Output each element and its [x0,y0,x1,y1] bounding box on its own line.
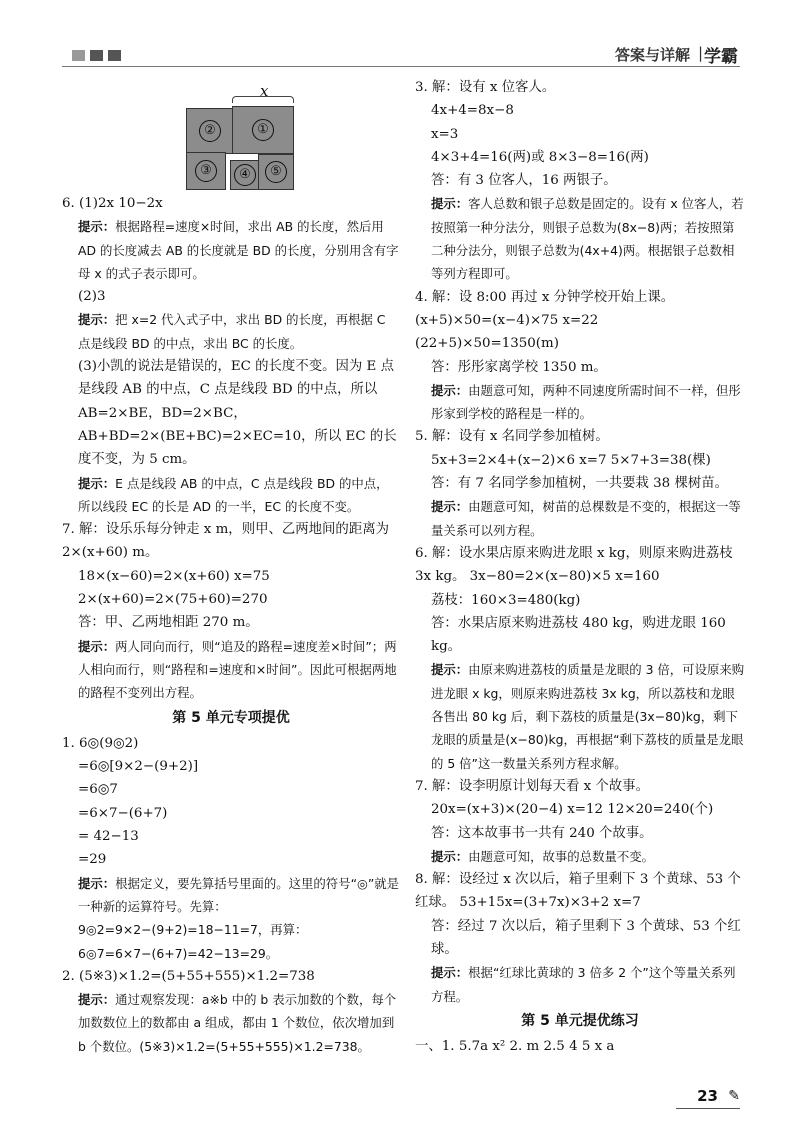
q3-equation: 4x+4=8x−8 [431,103,514,119]
s1-q1-line5: = 42−13 [78,829,139,845]
s1-q1-tip: 提示：根据定义，要先算括号里面的。这里的符号“◎”就是一种新的运算符号。先算：9◎2=9×2−(9+2)=18−11=7，再算：6◎7=6×7−(6+7)=42−13=29。 [78,875,400,961]
q3-result: x=3 [431,126,459,142]
q7-tip: 提示：两人同向而行，则“追及的路程=速度差×时间”；两人相向而行，则“路程和=速度和×时间”。因此可根据两地的路程不变列出方程。 [78,638,397,701]
q3-tip: 提示：客人总数和银子总数是固定的。设有 x 位客人，若按照第一种分法分，则银子总数为(8x−8)两；若按照第二种分法分，则银子总数为(4x+4)两。根据银子总数相等列方程即可。 [431,196,744,282]
right-column [415,76,745,1058]
q6-part1: 6. (1)2x 10−2x [62,196,163,211]
s1-q1-line1: 1. 6◎(9◎2) [62,735,139,751]
figure-x-label: x [260,82,269,100]
page-number: 23 [697,1087,718,1105]
q6-answer: 答：水果店原来购进荔枝 480 kg，购进龙眼 160 kg。 [431,615,726,655]
section-heading-special: 第 5 单元专项提优 [172,709,290,726]
q7r-tip: 提示：由题意可知，故事的总数量不变。 [431,848,655,864]
figure-box-1: ① [232,106,294,154]
q6-part2-tip: 提示：把 x=2 代入式子中，求出 BD 的长度，再根据 C 点是线段 BD 的中点，求出 BC 的长度。 [78,312,386,351]
q4-answer: 答：彤彤家离学校 1350 m。 [431,359,607,375]
figure-box-2: ② [186,108,234,154]
practice-answers: 一、1. 5.7a x² 2. m 2.5 4 5 x a [415,1039,615,1055]
q5-tip: 提示：由题意可知，树苗的总棵数是不变的，根据这一等量关系可以列方程。 [431,499,741,538]
q3-solution: 3. 解：设有 x 位客人。 [415,80,556,95]
header-separator: | [697,44,703,62]
q7-equation: 18×(x−60)=2×(x+60) x=75 [78,568,270,584]
q6-part3-tip: 提示：E 点是线段 AB 的中点，C 点是线段 BD 的中点，所以线段 EC 的长是 AD 的一半，EC 的长度不变。 [78,475,389,514]
s1-q1-line4: =6×7−(6+7) [78,805,168,821]
q4-solution: 4. 解：设 8:00 再过 x 分钟学校开始上课。 (x+5)×50=(x−4)×75 x=22 (22+5)×50=1350(m) [415,289,675,352]
q7r-equation: 20x=(x+3)×(20−4) x=12 12×20=240(个) [431,802,714,818]
header-title: 答案与详解 [614,46,690,64]
left-column [62,76,400,1058]
q7r-solution: 7. 解：设李明原计划每天看 x 个故事。 [415,778,649,794]
area-figure [62,76,400,192]
q7r-answer: 答：这本故事书一共有 240 个故事。 [431,825,653,841]
section-heading-practice: 第 5 单元提优练习 [521,1012,639,1029]
s1-q2-tip: 提示：通过观察发现：a※b 中的 b 表示加数的个数，每个加数数位上的数都由 a 组成，都由 1 个数位，依次增加到 b 个数位。(5※3)×1.2=(5+55+555)×1.2=738。 [78,992,397,1054]
q5-solution: 5. 解：设有 x 名同学参加植树。 [415,429,609,445]
q4-tip: 提示：由题意可知，两种不同速度所需时间不一样，但彤彤家到学校的路程是一样的。 [431,382,741,422]
q6-calc: 荔枝：160×3=480(kg) [431,592,581,608]
s1-q1-line2: =6◎[9×2−(9+2)] [78,759,199,775]
q6-tip: 提示：由原来购进荔枝的质量是龙眼的 3 倍，可设原来购进龙眼 x kg，则原来购进荔枝 3x kg，所以荔枝和龙眼各售出 80 kg 后，剩下荔枝的质量是(3x−80)kg，剩下龙眼的质量是(x−80)kg，再根据“剩下荔枝的质量是龙眼的 5 倍”这一数量关系列方程求解。 [431,662,745,771]
figure-box-3: ③ [186,152,226,190]
header-brand-logo: 学霸 [704,47,738,67]
figure-box-5: ⑤ [258,154,294,190]
figure-brace [232,96,294,103]
q6-part3: (3)小凯的说法是错误的，EC 的长度不变。因为 E 点是线段 AB 的中点，C 点是线段 BD 的中点，所以 AB=2×BE，BD=2×BC，AB+BD=2×(BE+BC)=2×EC=10，所以 EC 的长度不变，为 5 cm。 [78,359,397,468]
header-decoration [72,50,121,61]
q3-answer: 答：有 3 位客人，16 两银子。 [431,173,617,189]
s1-q2: 2. (5※3)×1.2=(5+55+555)×1.2=738 [62,968,315,984]
q3-check: 4×3+4=16(两)或 8×3−8=16(两) [431,149,649,165]
header-rule [62,66,740,67]
q6-solution: 6. 解：设水果店原来购进龙眼 x kg，则原来购进荔枝 3x kg。 3x−80=2×(x−80)×5 x=160 [415,545,733,585]
q7-solution: 7. 解：设乐乐每分钟走 x m，则甲、乙两地间的距离为 2×(x+60) m。 [62,522,389,561]
q6-part2: (2)3 [78,289,106,305]
q7-calc: 2×(x+60)=2×(75+60)=270 [78,592,268,608]
figure-box-4: ④ [230,160,260,190]
pencil-icon: ✎ [728,1088,740,1104]
q8-tip: 提示：根据“红球比黄球的 3 倍多 2 个”这个等量关系列方程。 [431,965,736,1004]
q5-equation: 5x+3=2×4+(x−2)×6 x=7 5×7+3=38(棵) [431,452,711,468]
footer-rule [676,1108,740,1109]
q7-answer: 答：甲、乙两地相距 270 m。 [78,615,259,631]
s1-q1-line6: =29 [78,852,107,868]
q8-answer: 答：经过 7 次以后，箱子里剩下 3 个黄球、53 个红球。 [431,918,741,957]
q5-answer: 答：有 7 名同学参加植树，一共要栽 38 棵树苗。 [431,476,729,492]
s1-q1-line3: =6◎7 [78,782,118,798]
q8-solution: 8. 解：设经过 x 次以后，箱子里剩下 3 个黄球、53 个红球。 53+15x=(3+7x)×3+2 x=7 [415,872,741,911]
q6-part1-tip: 提示：根据路程=速度×时间，求出 AB 的长度，然后用 AD 的长度减去 AB 的长度就是 BD 的长度，分别用含有字母 x 的式子表示即可。 [78,219,399,281]
